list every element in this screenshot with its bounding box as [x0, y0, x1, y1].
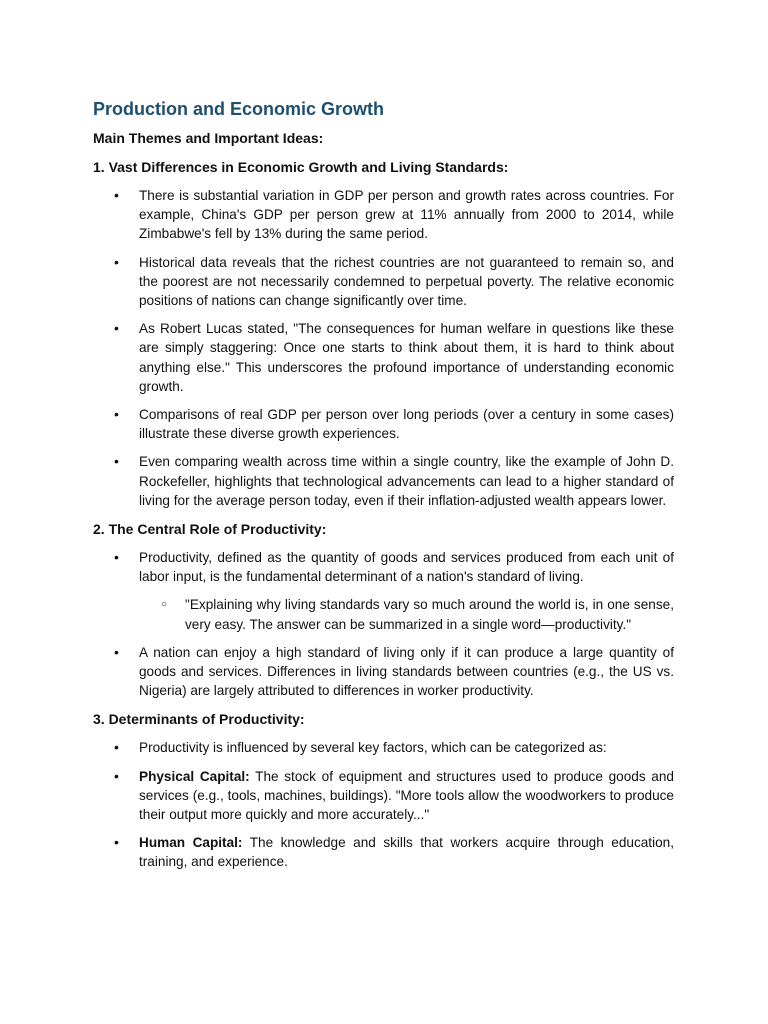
physical-capital-text: The stock of equipment and structures used to produce goods and services (e.g., tools, machines, buildings). "More tools allow the woodworkers to produce their output more quickly and more accurately..." — [139, 768, 674, 823]
human-capital-text: The knowledge and skills that workers acquire through education, training, and experience. — [139, 835, 674, 870]
page-title: Production and Economic Growth — [93, 99, 385, 119]
list-item: • As Robert Lucas stated, "The consequences for human welfare in questions like these are simply staggering: Once one starts to think about them, it is hard to think about anything else." This underscores the profound importance of understanding economic growth. — [93, 319, 674, 396]
list-item-text: Productivity, defined as the quantity of goods and services produced from each unit of labor input, is the fundamental determinant of a nation's standard of living. — [139, 550, 674, 585]
list-item: • A nation can enjoy a high standard of living only if it can produce a large quantity of goods and services. Differences in living standards between countries (e.g., the US vs. Nigeria) are largely attributed to differences in worker productivity. — [93, 643, 674, 701]
list-item: • Historical data reveals that the richest countries are not guaranteed to remain so, and the poorest are not necessarily condemned to perpetual poverty. The relative economic positions of nations can change significantly over time. — [93, 253, 674, 311]
section-heading-1: 1. Vast Differences in Economic Growth and Living Standards: — [93, 159, 509, 175]
list-item — [93, 833, 674, 871]
section-heading-2: 2. The Central Role of Productivity: — [93, 521, 327, 538]
human-capital-label: Human Capital: — [139, 835, 243, 851]
physical-capital-label: Physical Capital: — [139, 768, 250, 784]
section-1-list — [93, 186, 674, 510]
section-heading-3: 3. Determinants of Productivity: — [93, 711, 305, 728]
list-item — [93, 548, 674, 634]
sub-list-item: ○ "Explaining why living standards vary so much around the world is, in one sense, very easy. The answer can be summarized in a single word—productivity." — [139, 595, 674, 633]
list-item: • Even comparing wealth across time within a single country, like the example of John D. Rockefeller, highlights that technological advancements can lead to a higher standard of living for the average person today, even if their inflation-adjusted wealth appears lower. — [93, 452, 674, 510]
section-2-list — [93, 548, 674, 700]
sub-list — [139, 595, 674, 633]
main-themes-subheading: Main Themes and Important Ideas: — [93, 130, 324, 146]
list-item: • Productivity is influenced by several key factors, which can be categorized as: — [93, 738, 674, 757]
list-item: • Comparisons of real GDP per person over long periods (over a century in some cases) illustrate these diverse growth experiences. — [93, 405, 674, 443]
list-item — [93, 767, 674, 825]
list-item: • There is substantial variation in GDP per person and growth rates across countries. For example, China's GDP per person grew at 11% annually from 2000 to 2014, while Zimbabwe's fell by 13% during the same period. — [93, 186, 674, 244]
section-3-list — [93, 738, 674, 871]
